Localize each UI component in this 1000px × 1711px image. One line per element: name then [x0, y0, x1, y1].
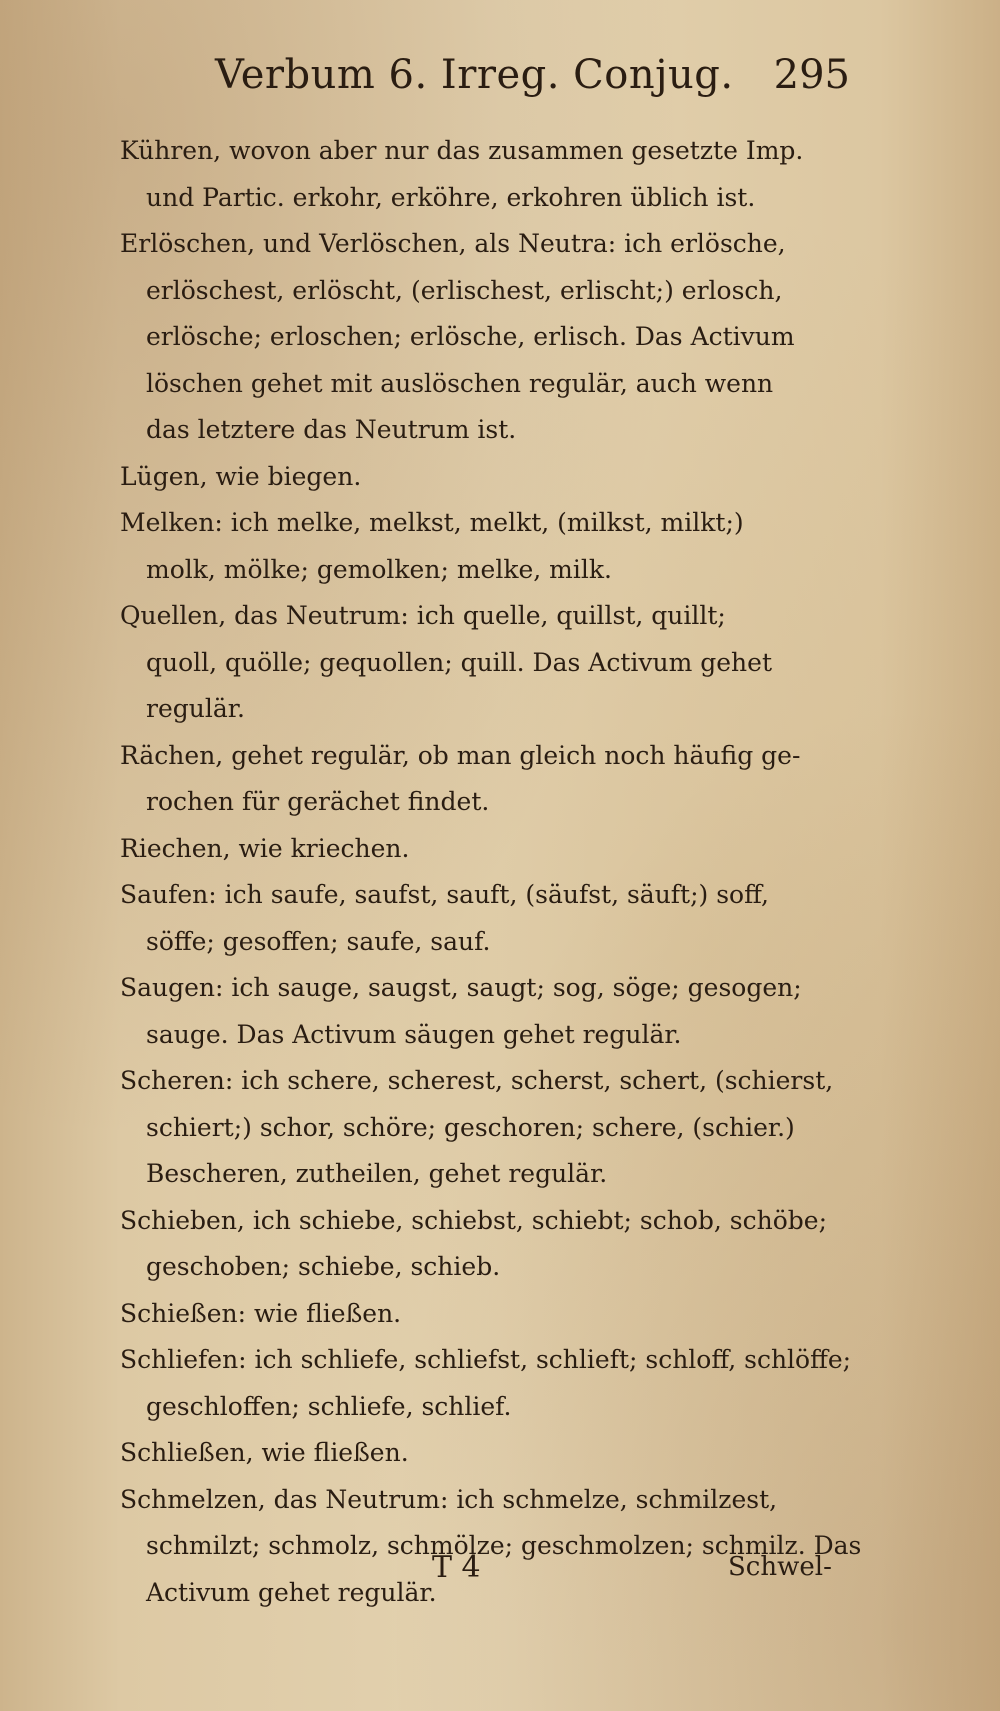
verb-entry: [120, 965, 860, 1058]
verb-entry: [120, 872, 860, 965]
entry-continuation-line: Activum gehet regulär.: [146, 1577, 437, 1607]
entry-continuation-line: löschen gehet mit auslöschen regulär, auch wenn: [146, 368, 774, 398]
entry-headline: Schliefen: ich schliefe, schliefst, schlieft; schloff, schlöffe;: [120, 1345, 852, 1374]
entry-continuation-line: rochen für gerächet findet.: [146, 787, 490, 816]
entry-headline: Riechen, wie kriechen.: [120, 833, 410, 863]
entry-continuation-line: geschoben; schiebe, schieb.: [146, 1252, 501, 1281]
entry-continuation-line: regulär.: [146, 694, 245, 723]
verb-entry: [120, 733, 860, 826]
entry-continuation-line: erlösche; erloschen; erlösche, erlisch. Das Activum: [146, 322, 795, 351]
entry-continuation-line: schiert;) schor, schöre; geschoren; schere, (schier.): [146, 1112, 795, 1142]
entry-continuation-line: söffe; gesoffen; saufe, sauf.: [146, 926, 491, 956]
entry-headline: Schließen, wie fließen.: [120, 1438, 409, 1467]
page-footer: [0, 1550, 1000, 1600]
verb-entry: [120, 221, 860, 454]
verb-entry: [120, 454, 860, 501]
running-title: Verbum 6. Irreg. Conjug.: [215, 52, 734, 98]
entry-headline: Saufen: ich saufe, saufst, sauft, (säufst, säuft;) soff,: [120, 880, 769, 909]
entry-continuation-line: molk, mölke; gemolken; melke, milk.: [146, 554, 612, 584]
entry-headline: Schmelzen, das Neutrum: ich schmelze, schmilzest,: [120, 1484, 778, 1514]
verb-entry: [120, 500, 860, 593]
running-header: [0, 52, 1000, 112]
entry-continuation-line: sauge. Das Activum säugen gehet regulär.: [146, 1019, 682, 1049]
verb-entry: [120, 1198, 860, 1291]
entry-continuation-line: geschloffen; schliefe, schlief.: [146, 1391, 512, 1421]
entry-headline: Quellen, das Neutrum: ich quelle, quillst, quillt;: [120, 601, 726, 630]
entry-headline: Kühren, wovon aber nur das zusammen gesetzte Imp.: [120, 136, 804, 165]
verb-entry: [120, 1058, 860, 1198]
entry-continuation-line: Bescheren, zutheilen, gehet regulär.: [146, 1159, 608, 1188]
entry-headline: Lügen, wie biegen.: [120, 461, 362, 491]
entry-headline: Melken: ich melke, melkst, melkt, (milkst, milkt;): [120, 508, 744, 537]
entry-continuation-line: und Partic. erkohr, erköhre, erkohren üblich ist.: [146, 182, 756, 212]
page-number: 295: [773, 52, 850, 98]
verb-entry: [120, 1430, 860, 1477]
entry-list: [120, 128, 860, 1616]
entry-headline: Scheren: ich schere, scherest, scherst, schert, (schierst,: [120, 1066, 834, 1095]
entry-continuation-line: quoll, quölle; gequollen; quill. Das Activum gehet: [146, 647, 772, 677]
entry-headline: Rächen, gehet regulär, ob man gleich noch häufig ge-: [120, 740, 801, 770]
verb-entry: [120, 826, 860, 873]
entry-continuation-line: das letztere das Neutrum ist.: [146, 415, 517, 444]
entry-headline: Erlöschen, und Verlöschen, als Neutra: ich erlösche,: [120, 229, 786, 258]
entry-continuation-line: schmilzt; schmolz, schmölze; geschmolzen; schmilz. Das: [146, 1531, 862, 1560]
entry-headline: Saugen: ich sauge, saugst, saugt; sog, söge; gesogen;: [120, 973, 802, 1002]
verb-entry: [120, 128, 860, 221]
entry-headline: Schießen: wie fließen.: [120, 1298, 402, 1328]
entry-continuation-line: erlöschest, erlöscht, (erlischest, erlischt;) erlosch,: [146, 275, 783, 305]
signature-mark: T 4: [432, 1550, 481, 1585]
verb-entry: [120, 1337, 860, 1430]
catchword: Schwel-: [728, 1552, 832, 1582]
entry-headline: Schieben, ich schiebe, schiebst, schiebt; schob, schöbe;: [120, 1205, 827, 1235]
verb-entry: [120, 593, 860, 733]
verb-entry: [120, 1291, 860, 1338]
